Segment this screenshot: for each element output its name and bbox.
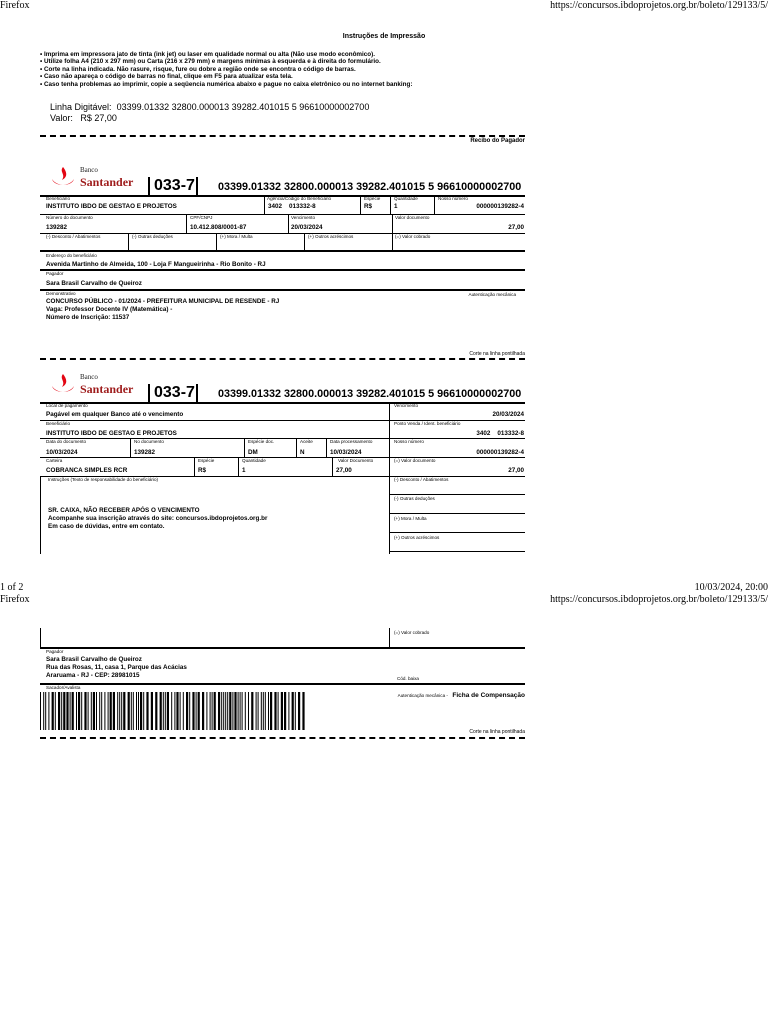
beneficiario-label: Beneficiário (46, 421, 71, 426)
barcode (40, 692, 308, 730)
instructions-title: Instruções de Impressão (342, 33, 426, 40)
instrucao-line: Em caso de dúvidas, entre em contato. (48, 522, 165, 530)
data-doc-label: Data do documento (46, 439, 87, 444)
outras-deducoes-label: (-) Outras deduções (394, 496, 435, 501)
divider (288, 215, 289, 233)
bank-code: 033-7 (154, 177, 195, 194)
page-counter: 1 of 2 (0, 582, 24, 593)
valor-documento-value: 27,00 (336, 467, 352, 474)
bank-code: 033-7 (154, 384, 195, 401)
linha-digitavel-line: Linha Digitável: 03399.01332 32800.000013 39282.401015 5 96610000002700 (50, 102, 370, 112)
outros-acrescimos-label: (+) Outros acréscimos (394, 535, 440, 540)
quantidade-label: Quantidade (242, 458, 266, 463)
valor-line: Valor: R$ 27,00 (50, 113, 117, 123)
num-doc-value: 139282 (46, 224, 68, 231)
divider (40, 269, 525, 271)
valor-documento-label: Valor Documento (338, 458, 374, 463)
data-processamento-label: Data processamento (330, 439, 373, 444)
divider (360, 196, 361, 214)
pagador-value: Sara Brasil Carvalho de Queiroz (46, 280, 142, 287)
divider (186, 215, 187, 233)
divider (326, 439, 327, 457)
divider (196, 384, 198, 402)
instruction-item: • Caso tenha problemas ao imprimir, copie a seqüencia numérica abaixo e pague no caixa eletrônico ou no internet banking: (40, 80, 413, 88)
pagador-label: Pagador (46, 649, 64, 654)
bank-name: Santander (80, 175, 134, 189)
santander-flame-icon (50, 372, 76, 396)
beneficiario-value: INSTITUTO IBDO DE GESTAO E PROJETOS (46, 203, 177, 210)
beneficiario-value: INSTITUTO IBDO DE GESTAO E PROJETOS (46, 430, 177, 437)
demonstrativo-line: CONCURSO PÚBLICO - 01/2024 - PREFEITURA MUNICIPAL DE RESENDE - RJ (46, 298, 280, 305)
num-doc-label: Número do documento (46, 215, 93, 220)
nosso-numero-value: 000000139282-4 (476, 449, 524, 456)
browser-name: Firefox (0, 594, 30, 605)
data-processamento-value: 10/03/2024 (330, 449, 362, 456)
sacador-label: Sacador/Avalista (46, 685, 81, 690)
bank-name: Santander (80, 382, 134, 396)
ficha-title: Ficha de Compensação (452, 692, 525, 699)
local-pagamento-value: Pagável em qualquer Banco até o vencimento (46, 411, 184, 418)
instrucao-line: Acompanhe sua inscrição através do site: concursos.ibdoprojetos.org.br (48, 514, 268, 522)
instruction-item: • Corte na linha indicada. Não rasure, risque, fure ou dobre a região onde se encontra o código de barras. (40, 65, 356, 73)
corte-label: Corte na linha pontilhada (469, 351, 525, 357)
num-doc-value: 139282 (134, 449, 156, 456)
print-datetime: 10/03/2024, 20:00 (694, 582, 768, 593)
data-doc-value: 10/03/2024 (46, 449, 78, 456)
agencia-label: Agência/Código do Beneficiário (267, 196, 332, 201)
pagador-line: Araruama - RJ - CEP: 28981015 (46, 672, 140, 679)
divider (196, 177, 198, 195)
especie-value: R$ (198, 467, 207, 474)
outros-acrescimos-label: (+) Outros acréscimos (308, 234, 354, 239)
cut-line (40, 737, 525, 739)
divider (264, 196, 265, 214)
pagador-label: Pagador (46, 271, 64, 276)
divider (434, 196, 435, 214)
divider (332, 458, 333, 476)
divider (389, 494, 525, 495)
cpf-value: 10.412.808/0001-87 (190, 224, 247, 231)
divider (40, 438, 525, 439)
pagador-line: Rua das Rosas, 11, casa 1, Parque das Acácias (46, 664, 187, 671)
divider (216, 234, 217, 250)
valor-doc-value: 27,00 (508, 224, 524, 231)
carteira-value: COBRANCA SIMPLES RCR (46, 467, 128, 474)
bank-prefix: Banco (80, 373, 98, 381)
divider (390, 196, 391, 214)
desconto-label: (-) Desconto / Abatimentos (46, 234, 101, 239)
pagador-line: Sara Brasil Carvalho de Queiroz (46, 656, 142, 663)
cod-baixa-label: Cód. baixa (397, 676, 419, 681)
instrucoes-text (48, 507, 267, 530)
demonstrativo-text (46, 298, 279, 321)
divider (392, 234, 393, 250)
divider (194, 458, 195, 476)
autenticacao-ficha (398, 684, 525, 702)
divider (238, 458, 239, 476)
valor-doc-label: Valor documento (395, 215, 430, 220)
quantidade-label: Quantidade (394, 196, 418, 201)
divider (389, 513, 525, 514)
especie-value: R$ (364, 203, 373, 210)
divider (148, 177, 150, 195)
outras-deducoes-label: (-) Outras deduções (132, 234, 173, 239)
instruction-item: • Imprima em impressora jato de tinta (ink jet) ou laser em qualidade normal ou alta (Não use modo econômico). (40, 51, 375, 58)
aceite-value: N (300, 449, 305, 456)
valor-documento-right-label: (=) Valor documento (394, 458, 436, 463)
linha-digitavel: 03399.01332 32800.000013 39282.401015 5 96610000002700 (218, 181, 522, 193)
divider (40, 289, 525, 291)
browser-name: Firefox (0, 0, 30, 11)
divider (389, 532, 525, 533)
recibo-title: Recibo do Pagador (470, 138, 525, 144)
divider (40, 233, 525, 234)
demonstrativo-label: Demonstrativo (46, 291, 76, 296)
vencimento-value: 20/03/2024 (291, 224, 323, 231)
endereco-label: Endereço do beneficiário (46, 253, 97, 258)
num-doc-label: No documento (134, 439, 164, 444)
divider (40, 402, 525, 404)
quantidade-value: 1 (394, 203, 398, 210)
beneficiario-label: Beneficiário (46, 196, 71, 201)
ponto-venda-value: 3402 013332-8 (476, 430, 524, 437)
agencia-value: 3402 013332-8 (268, 203, 316, 210)
cpf-label: CPF/CNPJ (190, 215, 213, 220)
quantidade-value: 1 (242, 467, 246, 474)
divider (296, 439, 297, 457)
divider (244, 439, 245, 457)
bank-prefix: Banco (80, 166, 98, 174)
instrucao-line: SR. CAIXA, NÃO RECEBER APÓS O VENCIMENTO (48, 507, 200, 514)
divider (40, 628, 41, 648)
divider (40, 477, 41, 554)
santander-logo (50, 372, 76, 401)
carteira-label: Carteira (46, 458, 63, 463)
especie-doc-value: DM (248, 449, 258, 456)
divider (128, 234, 129, 250)
desconto-label: (-) Desconto / Abatimentos (394, 477, 449, 482)
divider (40, 647, 525, 649)
divider (40, 250, 525, 252)
vencimento-label: Vencimento (291, 215, 316, 220)
pagador-block (46, 656, 187, 680)
santander-logo (50, 165, 76, 194)
divider (148, 384, 150, 402)
divider (130, 439, 131, 457)
divider (40, 214, 525, 215)
valor-documento-right-value: 27,00 (508, 467, 524, 474)
mora-label: (+) Mora / Multa (220, 234, 253, 239)
instruction-item: • Utilize folha A4 (210 x 297 mm) ou Carta (216 x 279 mm) e margens mínimas à esquerda e à direita do formulário. (40, 58, 381, 66)
instructions-list (40, 51, 530, 88)
valor-cobrado-label: (=) Valor cobrado (394, 630, 430, 635)
nosso-numero-value: 000000139282-4 (476, 203, 524, 210)
demonstrativo-line: Número de Inscrição: 11537 (46, 313, 130, 321)
linha-digitavel: 03399.01332 32800.000013 39282.401015 5 96610000002700 (218, 388, 522, 400)
vencimento-label: Vencimento (394, 403, 419, 408)
especie-label: Espécie (198, 458, 215, 463)
aceite-label: Aceite (300, 439, 313, 444)
endereco-value: Avenida Martinho de Almeida, 100 - Loja F Mangueirinha - Rio Bonito - RJ (46, 261, 266, 268)
cut-line (40, 135, 525, 137)
divider (389, 628, 390, 648)
cut-line (40, 358, 525, 360)
divider (40, 457, 525, 458)
especie-label: Espécie (364, 196, 381, 201)
nosso-numero-label: Nosso número (438, 196, 468, 201)
especie-doc-label: Espécie doc. (248, 439, 275, 444)
corte-label: Corte na linha pontilhada (469, 729, 525, 735)
instruction-item: • Caso não apareça o código de barras no final, clique em F5 para atualizar esta tela. (40, 73, 293, 81)
nosso-numero-label: Nosso número (394, 439, 424, 444)
ponto-venda-label: Ponto Venda / Ident. beneficiário (394, 421, 461, 426)
autenticacao-label: Autenticação mecânica (468, 292, 516, 297)
valor-cobrado-label: (=) Valor cobrado (395, 234, 431, 239)
divider (389, 551, 525, 552)
vencimento-value: 20/03/2024 (492, 411, 524, 418)
autenticacao-label: Autenticação mecânica - (397, 693, 448, 698)
santander-flame-icon (50, 165, 76, 189)
page-url: https://concursos.ibdoprojetos.org.br/boleto/129133/5/ (550, 594, 768, 605)
page-url: https://concursos.ibdoprojetos.org.br/boleto/129133/5/ (550, 0, 768, 11)
local-pagamento-label: Local de pagamento (46, 403, 88, 408)
mora-label: (+) Mora / Multa (394, 516, 427, 521)
instrucoes-label: Instruções (Texto de responsabilidade do beneficiário) (48, 477, 159, 482)
divider (392, 215, 393, 233)
divider (304, 234, 305, 250)
demonstrativo-line: Vaga: Professor Docente IV (Matemática) - (46, 305, 173, 313)
